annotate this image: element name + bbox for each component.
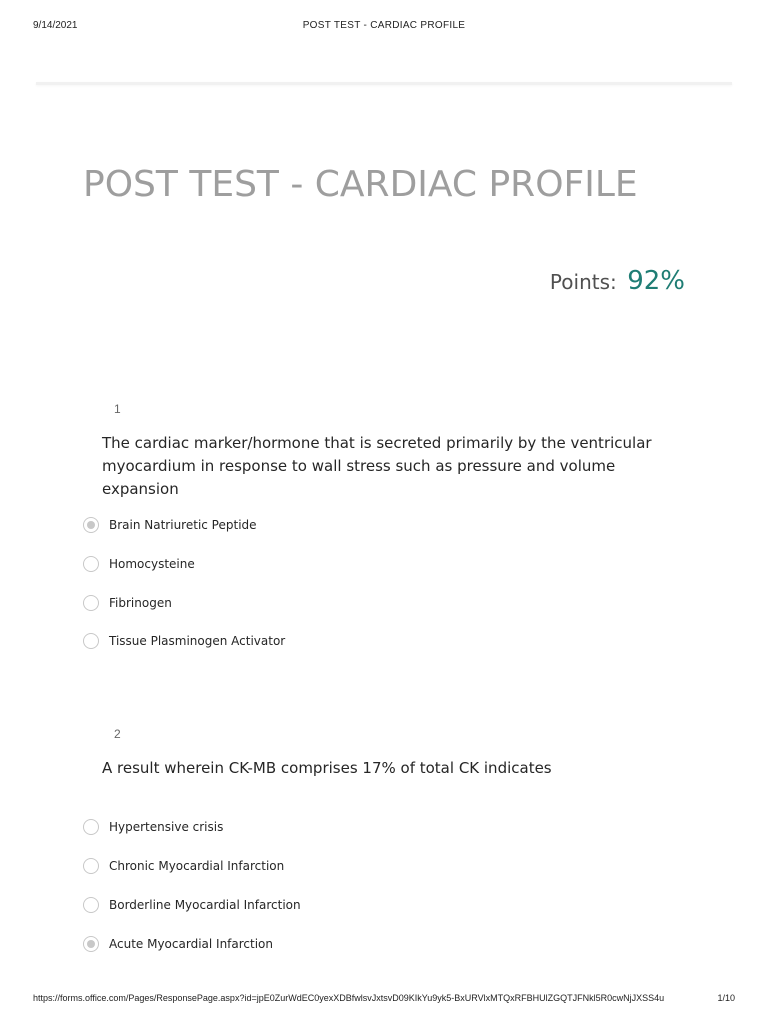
radio-icon[interactable] xyxy=(83,897,99,913)
option-label: Hypertensive crisis xyxy=(109,820,224,834)
option-label: Fibrinogen xyxy=(109,596,172,610)
question-2-option-1[interactable] xyxy=(83,817,223,837)
question-1-option-4[interactable] xyxy=(83,631,285,651)
radio-selected-icon[interactable] xyxy=(83,936,99,952)
print-date: 9/14/2021 xyxy=(33,20,78,31)
radio-icon[interactable] xyxy=(83,595,99,611)
question-1-option-3[interactable] xyxy=(83,593,172,613)
form-title: POST TEST - CARDIAC PROFILE xyxy=(83,164,638,206)
question-2-text: A result wherein CK-MB comprises 17% of total CK indicates xyxy=(102,759,552,777)
radio-selected-icon[interactable] xyxy=(83,517,99,533)
option-label: Acute Myocardial Infarction xyxy=(109,937,274,951)
radio-icon[interactable] xyxy=(83,858,99,874)
radio-icon[interactable] xyxy=(83,556,99,572)
question-2-option-2[interactable] xyxy=(83,856,284,876)
option-label: Borderline Myocardial Infarction xyxy=(109,898,301,912)
question-2-option-3[interactable] xyxy=(83,895,301,915)
option-label: Homocysteine xyxy=(109,557,195,571)
print-header-title: POST TEST - CARDIAC PROFILE xyxy=(302,20,466,31)
print-page-number: 1/10 xyxy=(717,993,735,1003)
radio-icon[interactable] xyxy=(83,819,99,835)
print-footer-url: https://forms.office.com/Pages/ResponsePage.aspx?id=jpE0ZurWdEC0yexXDBfwlsvJxtsvD09KIkYu9yk5-BxURVlxMTQxRFBHUlZGQTJFNkl5R0cwNjJXSS4u xyxy=(33,993,665,1003)
option-label: Brain Natriuretic Peptide xyxy=(109,518,257,532)
question-1-option-2[interactable] xyxy=(83,554,195,574)
question-1-option-1[interactable] xyxy=(83,515,257,535)
radio-icon[interactable] xyxy=(83,633,99,649)
question-1-number: 1 xyxy=(114,402,121,416)
points-label: Points: xyxy=(549,270,617,294)
points-summary xyxy=(550,266,685,296)
option-label: Tissue Plasminogen Activator xyxy=(109,634,286,648)
header-divider xyxy=(36,82,732,85)
question-2-option-4[interactable] xyxy=(83,934,273,954)
question-1-text: The cardiac marker/hormone that is secreted primarily by the ventricular myocardium in response to wall stress such as pressure and volume expansion xyxy=(102,434,652,498)
question-2-number: 2 xyxy=(114,727,121,741)
option-label: Chronic Myocardial Infarction xyxy=(109,859,285,873)
points-value: 92% xyxy=(627,266,685,296)
